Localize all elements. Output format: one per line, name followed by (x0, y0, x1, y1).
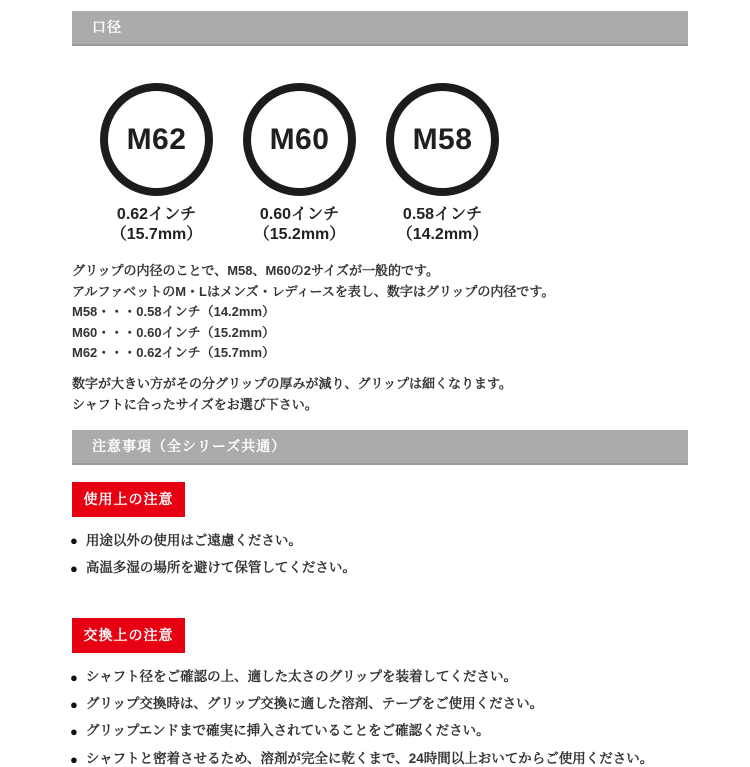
caliber-description (72, 261, 688, 364)
exchange-caution-list (70, 670, 710, 767)
description-line: M60・・・0.60インチ（15.2mm） (72, 324, 276, 340)
size-group-m58 (386, 83, 499, 244)
description-line: M62・・・0.62インチ（15.7mm） (72, 345, 276, 361)
size-mm-label: （14.2mm） (396, 225, 489, 243)
size-mm-label: （15.2mm） (253, 225, 346, 243)
grip-size-diagram (100, 83, 750, 244)
size-group-m60 (243, 83, 356, 244)
usage-caution-list (70, 534, 710, 576)
description-line: M58・・・0.58インチ（14.2mm） (72, 304, 276, 320)
size-caption-m62 (100, 205, 213, 244)
list-item (70, 752, 710, 767)
note-line: 数字が大きい方がその分グリップの厚みが減り、グリップは細くなります。 (72, 375, 512, 391)
list-item-text: グリップエンドまで確実に挿入されていることをご確認ください。 (85, 723, 490, 739)
list-item (70, 697, 710, 712)
size-inch-label: 0.58インチ (402, 206, 483, 223)
size-caption-m60 (243, 205, 356, 244)
list-item (70, 534, 710, 549)
size-mm-label: （15.7mm） (110, 225, 203, 243)
bullet-icon: ● (70, 696, 78, 712)
list-item (70, 724, 710, 739)
section-header-notes-label: 注意事項（全シリーズ共通） (92, 437, 287, 454)
list-item (70, 670, 710, 685)
list-item-text: 用途以外の使用はご遠慮ください。 (85, 532, 302, 548)
list-item-text: シャフトと密着させるため、溶剤が完全に乾くまで、24時間以上おいてからご使用ください。 (85, 750, 654, 766)
usage-caution-badge-label: 使用上の注意 (83, 491, 174, 508)
size-code-label: M62 (126, 122, 187, 156)
bullet-icon: ● (70, 669, 78, 685)
section-header-caliber (72, 11, 688, 46)
section-header-caliber-label: 口径 (92, 19, 122, 35)
size-code-label: M58 (412, 122, 473, 156)
exchange-caution-badge-label: 交換上の注意 (83, 627, 174, 644)
list-item-text: グリップ交換時は、グリップ交換に適した溶剤、テープをご使用ください。 (85, 696, 544, 712)
size-group-m62 (100, 83, 213, 244)
bullet-icon: ● (70, 724, 78, 740)
size-code-label: M60 (269, 122, 330, 156)
description-line: アルファベットのM・Lはメンズ・レディースを表し、数字はグリップの内径です。 (72, 283, 555, 299)
description-line: グリップの内径のことで、M58、M60の2サイズが一般的です。 (72, 263, 439, 279)
bullet-icon: ● (70, 533, 78, 549)
size-circle-m60 (243, 83, 356, 196)
size-inch-label: 0.62インチ (116, 206, 197, 223)
usage-caution-badge (72, 482, 185, 517)
caliber-note (72, 373, 688, 415)
bullet-icon: ● (70, 560, 78, 576)
list-item-text: 高温多湿の場所を避けて保管してください。 (85, 559, 356, 575)
size-caption-m58 (386, 205, 499, 244)
list-item (70, 561, 710, 576)
size-inch-label: 0.60インチ (259, 206, 340, 223)
exchange-caution-badge (72, 618, 185, 653)
bullet-icon: ● (70, 751, 78, 767)
size-circle-m58 (386, 83, 499, 196)
note-line: シャフトに合ったサイズをお選び下さい。 (72, 396, 318, 412)
section-header-notes (72, 430, 688, 465)
list-item-text: シャフト径をご確認の上、適した太さのグリップを装着してください。 (85, 668, 518, 684)
size-circle-m62 (100, 83, 213, 196)
